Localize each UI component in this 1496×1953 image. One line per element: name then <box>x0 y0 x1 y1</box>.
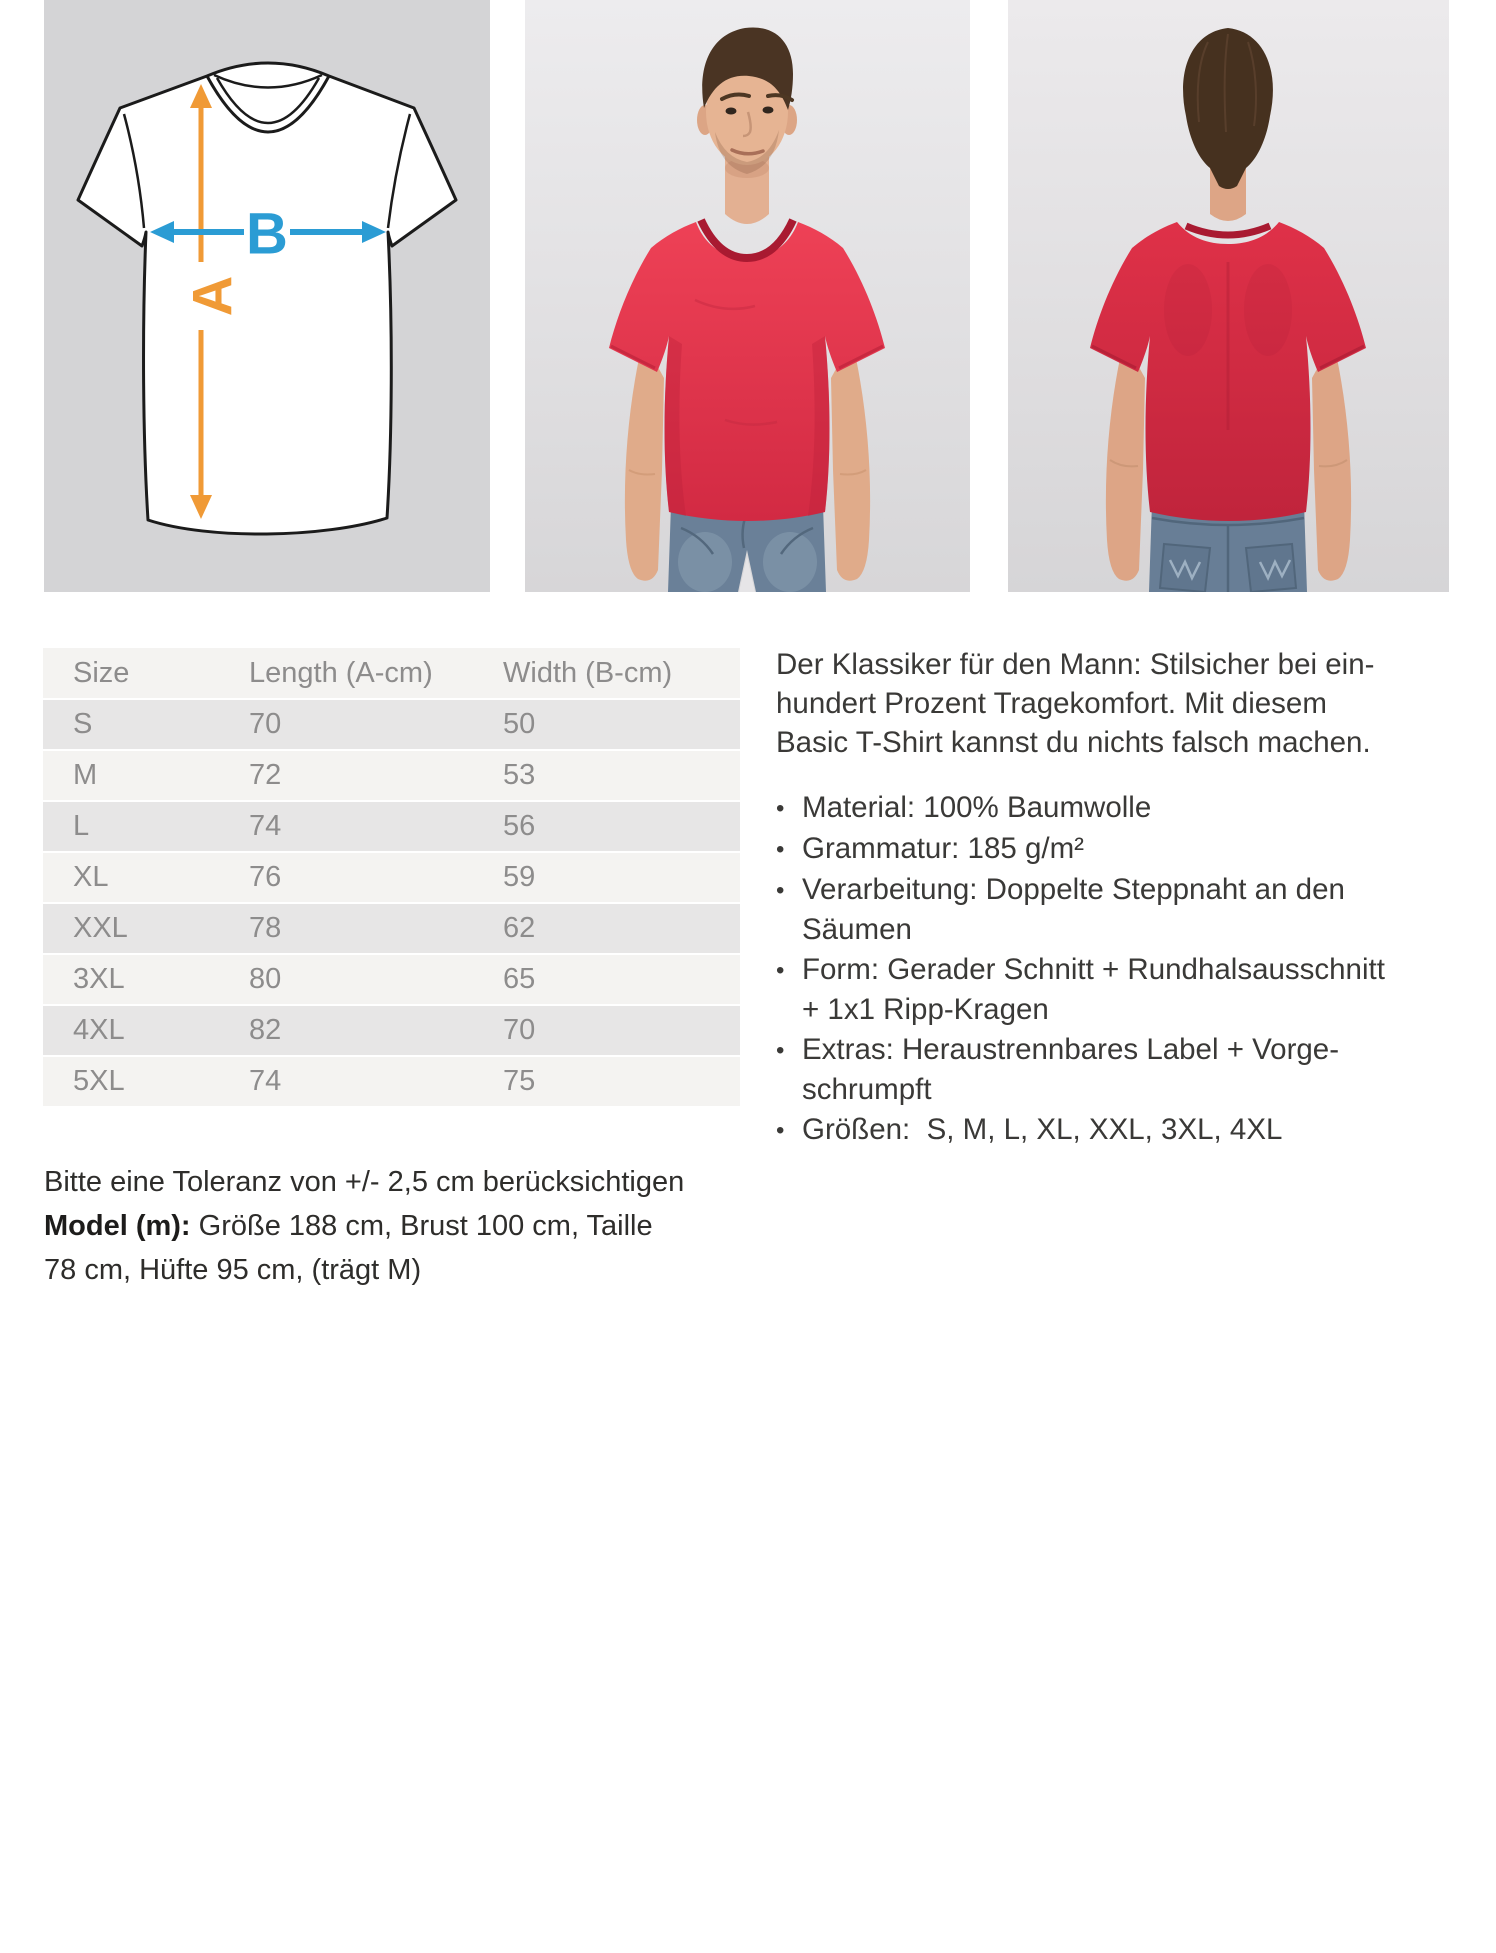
cell-width: 56 <box>503 810 536 842</box>
cell-size: 3XL <box>73 963 125 995</box>
table-row <box>43 751 740 802</box>
hair <box>1183 28 1273 168</box>
list-item <box>776 950 1385 1030</box>
cell-width: 75 <box>503 1065 536 1097</box>
cell-size: S <box>73 708 93 740</box>
feature-extras: Extras: Heraustrennbares Label + Vorge- <box>802 1033 1340 1066</box>
col-header-length: Length (A-cm) <box>249 656 433 689</box>
description-line: hundert Prozent Tragekomfort. Mit diesem <box>776 687 1327 720</box>
table-row <box>43 700 740 751</box>
feature-groessen: Größen: S, M, L, XL, XXL, 3XL, 4XL <box>802 1113 1283 1146</box>
cell-size: L <box>73 810 90 842</box>
cell-length: 70 <box>249 708 282 740</box>
product-description <box>776 645 1374 762</box>
model-line-2: 78 cm, Hüfte 95 cm, (trägt M) <box>44 1254 422 1286</box>
feature-form: Form: Gerader Schnitt + Rundhalsausschnitt <box>802 953 1385 986</box>
table-row <box>43 955 740 1006</box>
cell-size: 4XL <box>73 1014 125 1046</box>
size-table <box>43 648 740 1108</box>
size-table-header-row <box>43 648 740 700</box>
tolerance-note <box>44 1160 684 1292</box>
feature-verarbeitung-wrap: Säumen <box>802 913 912 946</box>
model-back-illustration <box>1008 0 1449 592</box>
model-measurements: Größe 188 cm, Brust 100 cm, Taille <box>190 1210 653 1242</box>
size-diagram-image[interactable] <box>44 0 490 592</box>
col-header-width: Width (B-cm) <box>503 656 673 689</box>
bullet-icon: • <box>776 957 785 984</box>
list-item <box>776 788 1385 829</box>
feature-material: Material: 100% Baumwolle <box>802 791 1152 824</box>
list-item <box>776 829 1385 870</box>
model-back-photo[interactable] <box>1008 0 1449 592</box>
product-feature-list <box>776 788 1385 1151</box>
description-line: Der Klassiker für den Mann: Stilsicher bei ein- <box>776 648 1375 681</box>
cell-width: 50 <box>503 708 536 740</box>
model-front-illustration <box>525 0 970 592</box>
list-item <box>776 870 1385 950</box>
description-line: Basic T-Shirt kannst du nichts falsch machen. <box>776 726 1371 759</box>
model-line-1 <box>44 1204 684 1248</box>
cell-size: XL <box>73 861 109 893</box>
feature-verarbeitung: Verarbeitung: Doppelte Steppnaht an den <box>802 873 1345 906</box>
list-item <box>776 1030 1385 1110</box>
list-item <box>776 1110 1385 1151</box>
tolerance-line: Bitte eine Toleranz von +/- 2,5 cm berücksichtigen <box>44 1166 685 1198</box>
feature-extras-wrap: schrumpft <box>802 1073 932 1106</box>
cell-size: 5XL <box>73 1065 125 1097</box>
cell-width: 62 <box>503 912 536 944</box>
cell-size: XXL <box>73 912 128 944</box>
cell-length: 78 <box>249 912 282 944</box>
bullet-icon: • <box>776 1117 785 1144</box>
label-a: A <box>180 275 244 317</box>
cell-length: 74 <box>249 1065 282 1097</box>
table-row <box>43 904 740 955</box>
right-eye <box>763 107 774 114</box>
bullet-icon: • <box>776 795 785 822</box>
size-diagram-drawing <box>44 0 490 592</box>
feature-grammatur: Grammatur: 185 g/m² <box>802 832 1084 865</box>
label-b: B <box>246 201 288 267</box>
cell-length: 80 <box>249 963 282 995</box>
feature-form-wrap: + 1x1 Ripp-Kragen <box>802 993 1049 1026</box>
bullet-icon: • <box>776 836 785 863</box>
left-eye <box>726 108 737 115</box>
cell-width: 59 <box>503 861 536 893</box>
cell-width: 65 <box>503 963 536 995</box>
table-row <box>43 802 740 853</box>
bullet-icon: • <box>776 1037 785 1064</box>
col-header-size: Size <box>73 656 130 689</box>
bullet-icon: • <box>776 877 785 904</box>
cell-length: 76 <box>249 861 282 893</box>
cell-size: M <box>73 759 98 791</box>
cell-length: 82 <box>249 1014 282 1046</box>
model-label: Model (m): <box>44 1210 191 1242</box>
model-front-photo[interactable] <box>525 0 970 592</box>
cell-length: 72 <box>249 759 282 791</box>
table-row <box>43 853 740 904</box>
table-row <box>43 1006 740 1057</box>
cell-width: 70 <box>503 1014 536 1046</box>
table-row <box>43 1057 740 1108</box>
cell-length: 74 <box>249 810 282 842</box>
cell-width: 53 <box>503 759 536 791</box>
